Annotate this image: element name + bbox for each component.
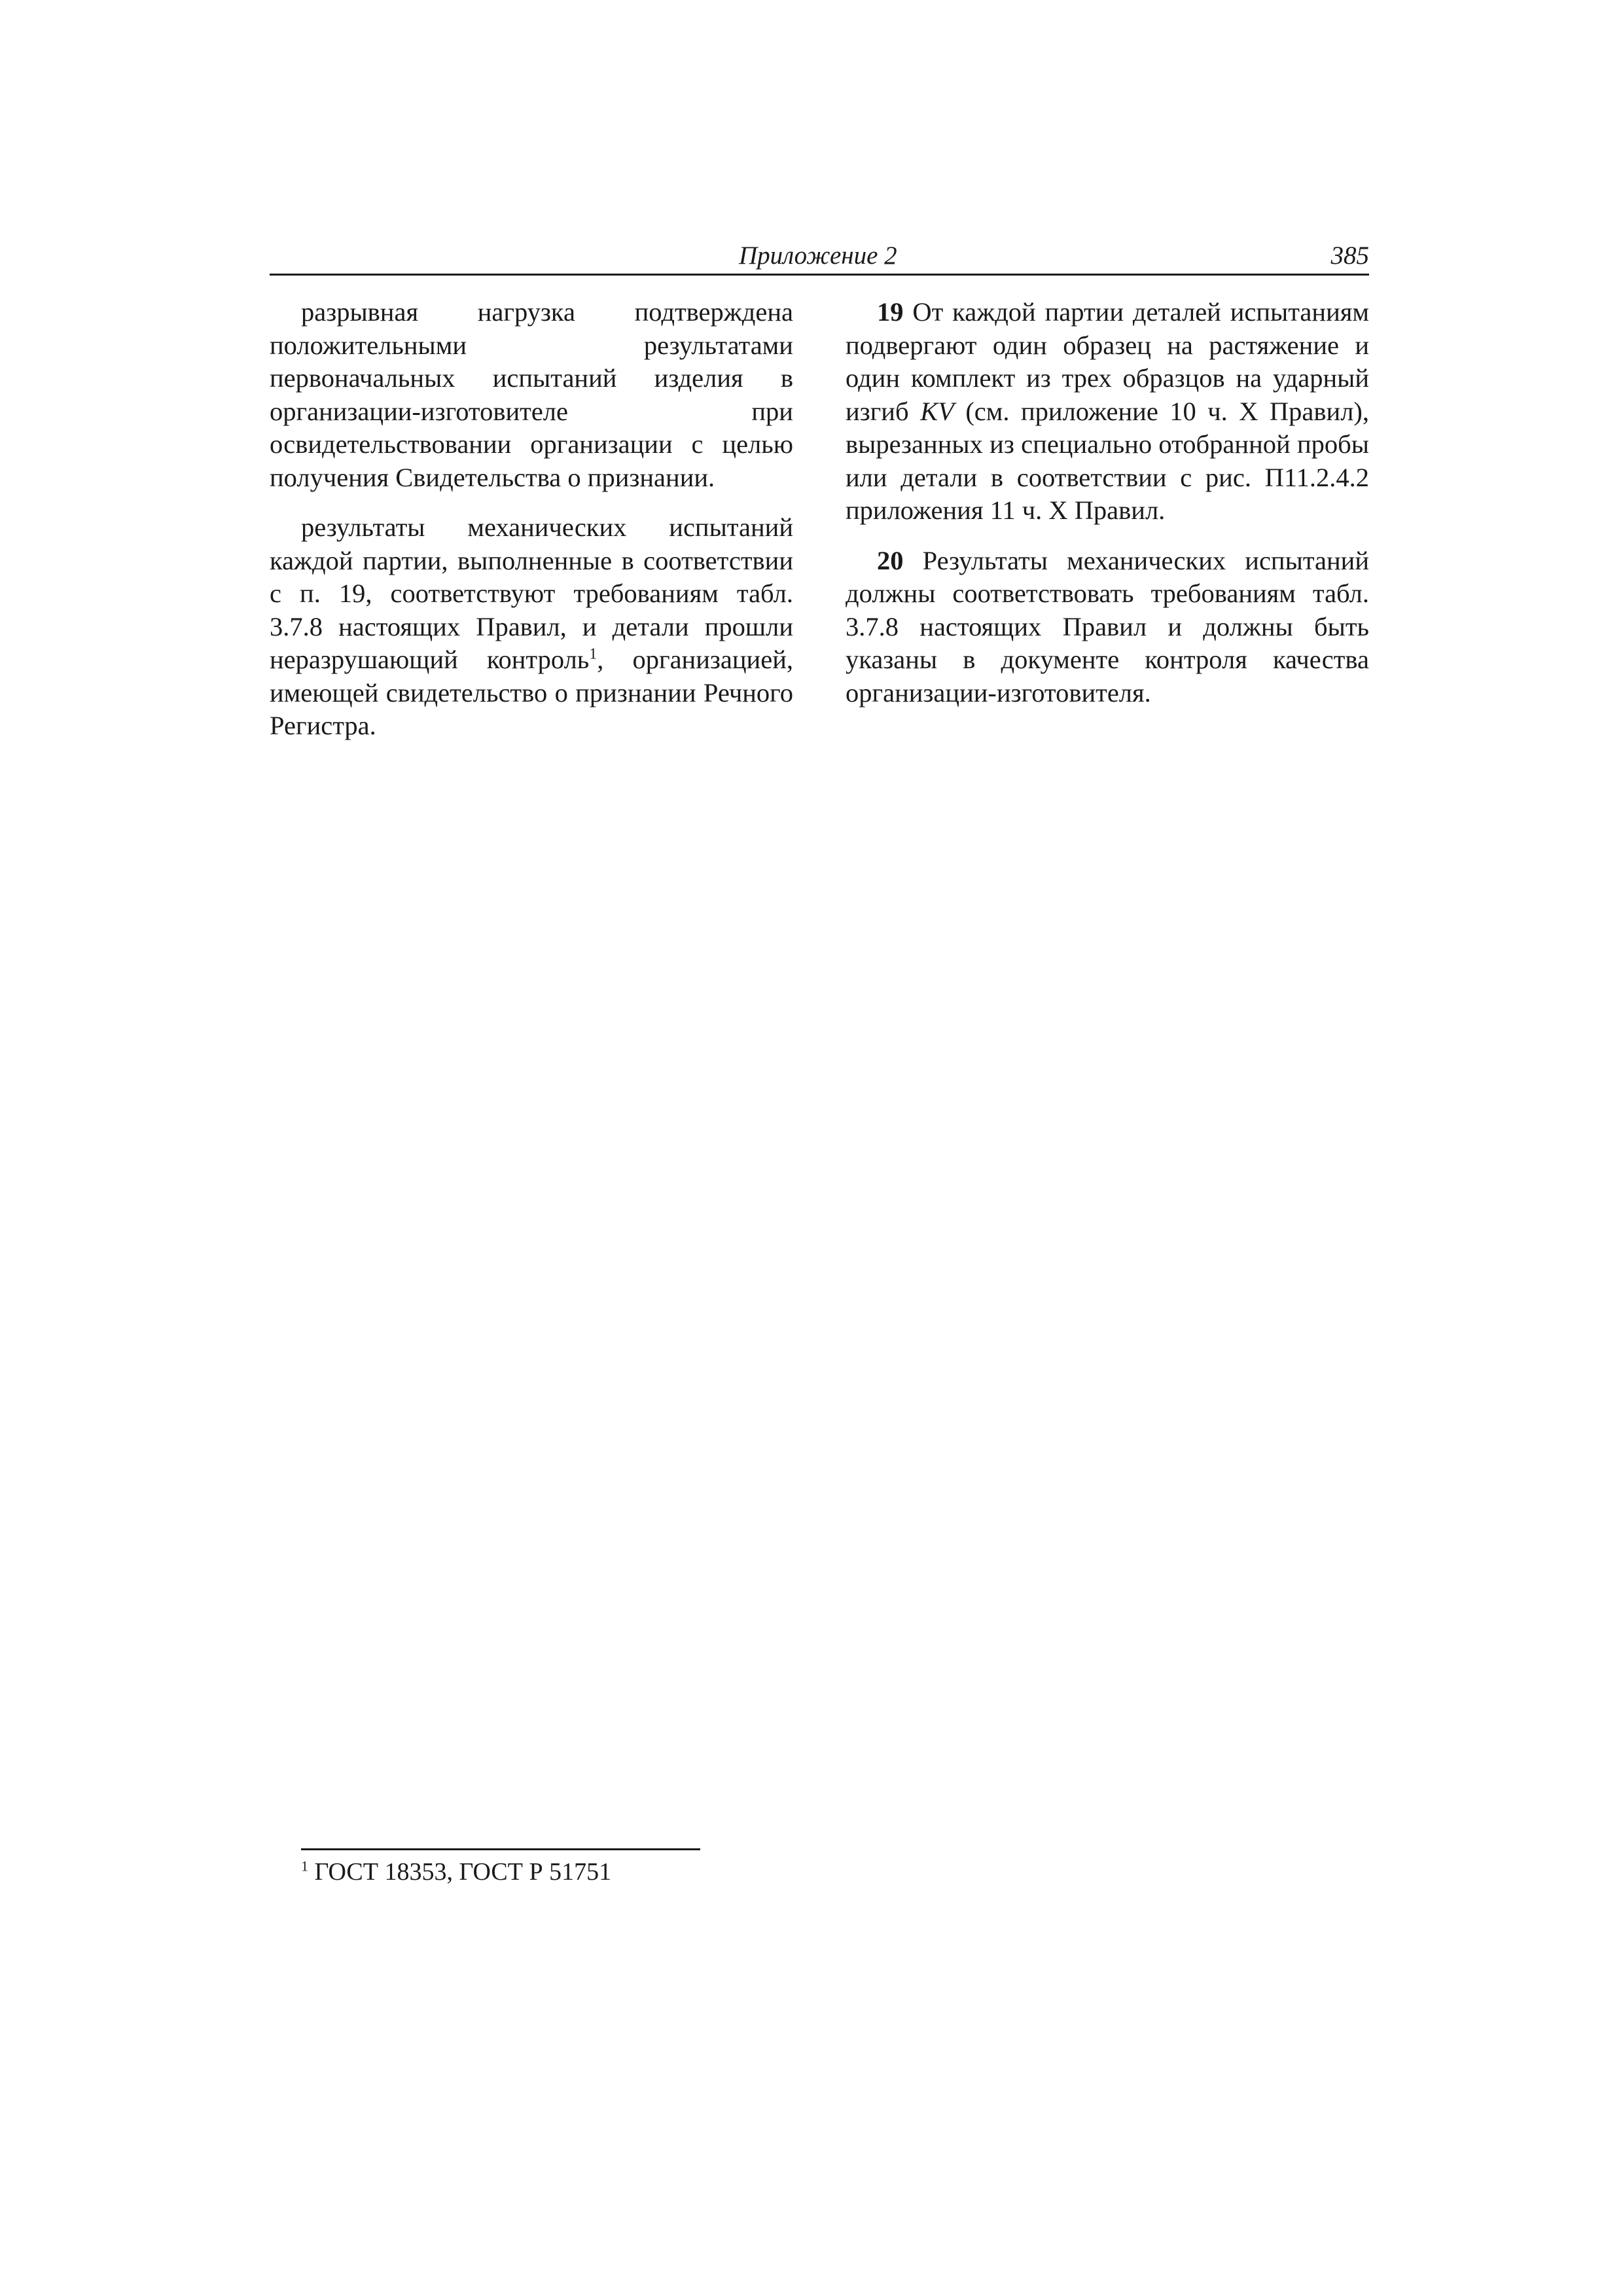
footnote-text: ГОСТ 18353, ГОСТ Р 51751 (314, 1858, 612, 1886)
item-20-number: 20 (877, 545, 904, 575)
item-20-text: Результаты механических испытаний должны соответствовать требованиям табл. 3.7.8 настоящих Правил и должны быть указаны в документе контроля качества организации-изготовителя. (846, 545, 1370, 708)
right-column (846, 296, 1369, 726)
running-header (270, 236, 1369, 275)
footnote-marker: 1 (301, 1857, 308, 1874)
left-paragraph-2 (270, 511, 793, 743)
item-19-symbol: KV (920, 396, 954, 426)
running-header-title: Приложение 2 (739, 242, 897, 270)
item-19-text: От каждой партии деталей испытаниям подвергают один образец на растяжение и один комплект из трех образцов на ударный изгиб (846, 297, 1370, 426)
item-19 (846, 296, 1369, 528)
item-19-number: 19 (877, 297, 904, 327)
page-number: 385 (1330, 242, 1369, 270)
footnote-reference: 1 (589, 645, 597, 663)
left-paragraph-2-text: результаты механических испытаний каждой партии, выполненные в соответствии с п. 19, соответствуют требованиям табл. 3.7.8 настоящих Правил, и детали прошли неразрушающий контроль (270, 512, 793, 674)
left-column (270, 296, 793, 760)
footnote-rule (301, 1848, 700, 1850)
left-paragraph-2-text-cont: , организацией, имеющей свидетельство о признании Речного Регистра. (270, 645, 793, 740)
left-paragraph-1: разрывная нагрузка подтверждена положительными результатами первоначальных испытаний изделия в организации-изготовителе при освидетельствовании организации с целью получения Свидетельства о признании. (270, 297, 793, 492)
item-19-text-cont: (см. приложение 10 ч. X Правил), вырезанных из специально отобранной пробы или детали в соответствии с рис. П11.2.4.2 приложения 11 ч. X Правил. (846, 396, 1370, 525)
footnote (301, 1856, 611, 1888)
item-20 (846, 545, 1369, 710)
header-rule (270, 274, 1369, 276)
